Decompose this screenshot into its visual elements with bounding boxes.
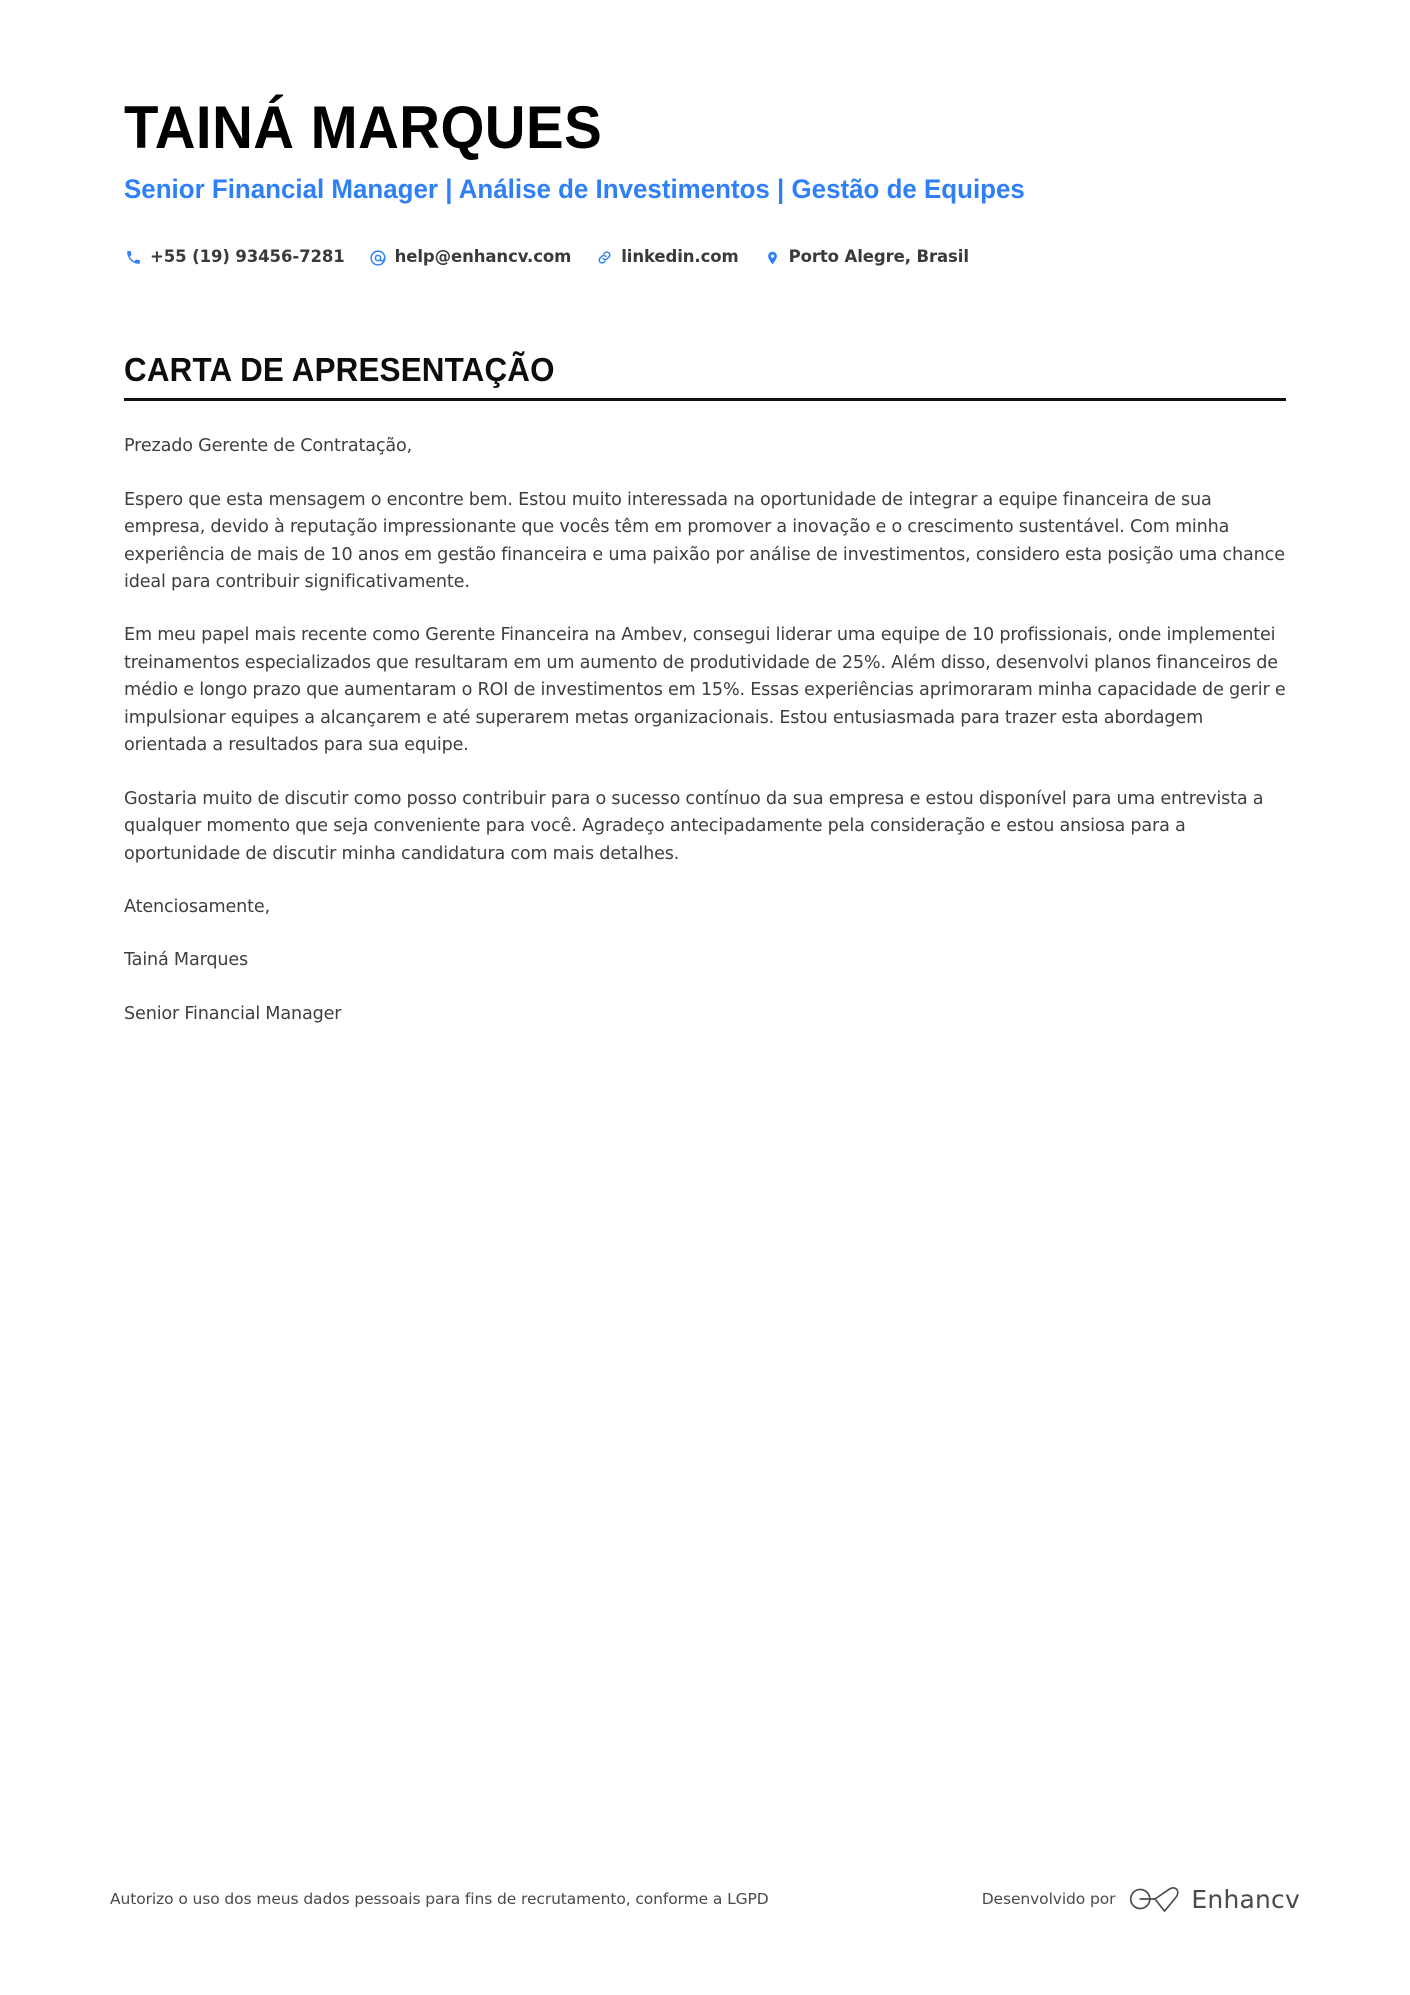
footer-brand-name: Enhancv <box>1191 1884 1300 1914</box>
email-icon <box>369 248 388 267</box>
contact-phone-text: +55 (19) 93456-7281 <box>150 247 345 267</box>
contact-item-phone[interactable] <box>124 248 345 267</box>
document-header <box>124 96 1286 207</box>
candidate-name: TAINÁ MARQUES <box>124 94 603 161</box>
phone-icon <box>124 248 143 267</box>
enhancv-logo-icon <box>1129 1884 1181 1914</box>
footer-consent-note: Autorizo o uso dos meus dados pessoais para fins de recrutamento, conforme a LGPD <box>110 1889 769 1908</box>
letter-closing: Atenciosamente, <box>124 896 271 917</box>
letter-body <box>124 433 1286 1028</box>
cover-letter-section <box>124 352 1286 1028</box>
contact-item-link[interactable] <box>595 248 738 267</box>
contact-row <box>124 248 993 267</box>
link-icon <box>595 248 614 267</box>
section-divider <box>124 398 1286 401</box>
letter-paragraph-2: Em meu papel mais recente como Gerente Financeira na Ambev, consegui liderar uma equipe de 10 profissionais, onde implementei treinamentos especializados que resultaram em um aumento de produtividade de 25%. Além disso, desenvolvi planos financeiros de médio e longo prazo que aumentaram o ROI de investimentos em 15%. Essas experiências aprimoraram minha capacidade de gerir e impulsionar equipes a alcançarem e até superarem metas organizacionais. Estou entusiasmada para trazer esta abordagem orientada a resultados para sua equipe. <box>124 625 1286 756</box>
letter-signature-title: Senior Financial Manager <box>124 1003 342 1024</box>
footer-brand-prefix: Desenvolvido por <box>981 1890 1116 1908</box>
contact-email-text: help@enhancv.com <box>394 247 572 267</box>
letter-signature-name: Tainá Marques <box>124 950 249 971</box>
letter-paragraph-3: Gostaria muito de discutir como posso contribuir para o sucesso contínuo da sua empresa e estou disponível para uma entrevista a qualquer momento que seja conveniente para você. Agradeço antecipadamente pela consideração e estou ansiosa para a oportunidade de discutir minha candidatura com mais detalhes. <box>124 788 1264 864</box>
candidate-headline: Senior Financial Manager | Análise de Investimentos | Gestão de Equipes <box>124 174 1025 204</box>
letter-paragraph-1: Espero que esta mensagem o encontre bem. Estou muito interessada na oportunidade de integrar a equipe financeira de sua empresa, devido à reputação impressionante que vocês têm em promover a inovação e o crescimento sustentável. Com minha experiência de mais de 10 anos em gestão financeira e uma paixão por análise de investimentos, considero esta posição uma chance ideal para contribuir significativamente. <box>124 489 1285 593</box>
footer-brand[interactable] <box>982 1884 1300 1914</box>
location-pin-icon <box>763 248 782 267</box>
contact-location-text: Porto Alegre, Brasil <box>788 247 969 267</box>
contact-link-text: linkedin.com <box>621 247 739 267</box>
section-title: CARTA DE APRESENTAÇÃO <box>124 351 555 388</box>
document-footer <box>0 1879 1410 1919</box>
letter-salutation: Prezado Gerente de Contratação, <box>124 436 413 457</box>
contact-item-location[interactable] <box>763 248 969 267</box>
contact-item-email[interactable] <box>369 248 572 267</box>
